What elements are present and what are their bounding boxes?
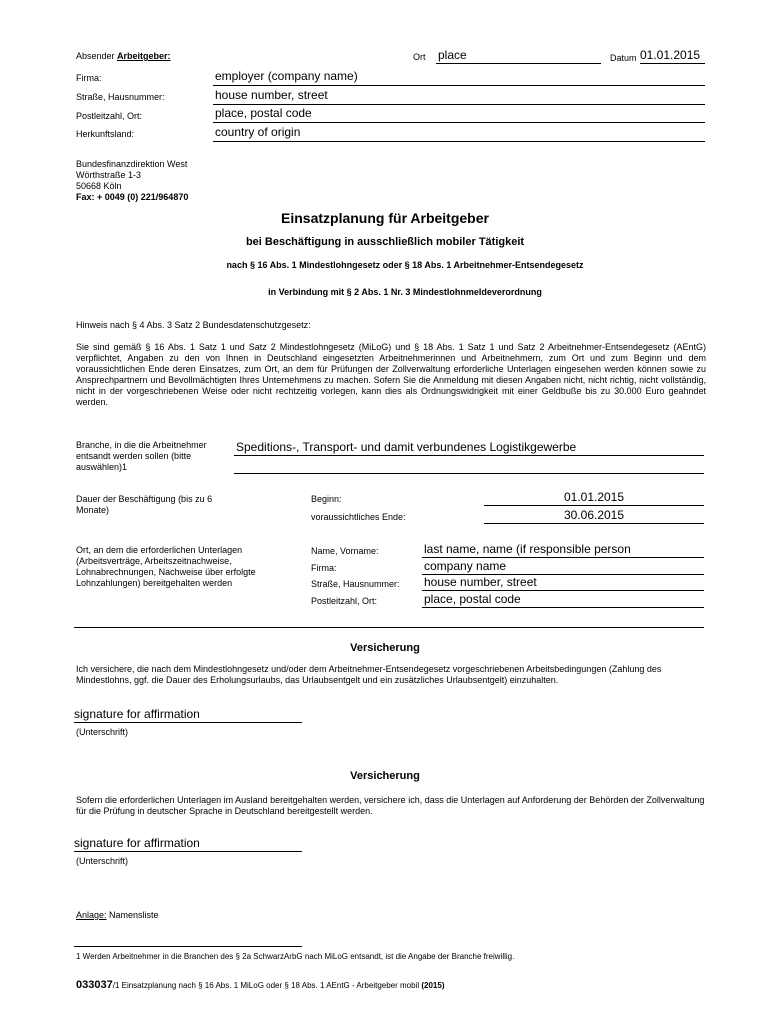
unterlagen-plz-field[interactable] <box>422 592 704 608</box>
footnote-divider <box>74 946 302 947</box>
sender-employer-label: Arbeitgeber: <box>117 51 171 61</box>
privacy-notice-heading: Hinweis nach § 4 Abs. 3 Satz 2 Bundesdatenschutzgesetz: <box>76 320 311 330</box>
employer-plz-value: place, postal code <box>215 106 312 120</box>
versicherung1-body: Ich versichere, die nach dem Mindestlohngesetz und/oder dem Arbeitnehmer-Entsendegesetz vorgeschriebenen Arbeitsbedingungen (Zahlung des Mindestlohns, ggf. die Dauer des Erholungsurlaubs, das Urlaubsentgelt und ein zusätzliches Urlaubsentgelt) einzuhalten. <box>76 664 662 685</box>
recipient-fax: Fax: + 0049 (0) 221/964870 <box>76 192 189 202</box>
privacy-notice-body: Sie sind gemäß § 16 Abs. 1 Satz 1 und Satz 2 Mindestlohngesetz (MiLoG) und § 18 Abs. 1 Satz 1 und Satz 2 Arbeitnehmer-Entsendegesetz (AEntG) verpflichtet, Angaben zu den von Ihnen in Deutschland eingesetzten Arbeitnehmerinnen und Arbeitnehmern, zum Ort und zum Beginn und dem voraussichtlichen Ende deren Einsatzes, zum Ort, an dem für Prüfungen der Zollverwaltung erforderliche Unterlagen eingesehen werden können sowie zu Ansprechpartnern und Bevollmächtigten Ihres Unternehmens zu machen. Sofern Sie die Anmeldung mit diesen Angaben nicht, nicht richtig, nicht vollständig, nicht in der vorgeschriebenen Weise oder nicht rechtzeitig vorlegen, kann dies als Ordnungswidrigkeit mit einer Geldbuße bis zu 30.000 Euro geahndet werden. <box>76 342 706 407</box>
signature2-label: (Unterschrift) <box>76 856 129 866</box>
beginn-value: 01.01.2015 <box>563 490 625 504</box>
anlage-label: Anlage: <box>76 910 107 920</box>
branche-value: Speditions-, Transport- und damit verbundenes Logistikgewerbe <box>236 440 577 454</box>
unterlagen-firma-value: company name <box>424 559 507 573</box>
employer-origin-value: country of origin <box>215 125 301 139</box>
form-description: Einsatzplanung nach § 16 Abs. 1 MiLoG oder § 18 Abs. 1 AEntG - Arbeitgeber mobil <box>119 981 422 990</box>
datum-value: 01.01.2015 <box>640 48 701 62</box>
employer-street-value: house number, street <box>215 88 328 102</box>
employer-origin-label: Herkunftsland: <box>76 129 135 139</box>
document-subtitle: bei Beschäftigung in ausschließlich mobiler Tätigkeit <box>245 236 525 248</box>
form-suffix: /1 <box>112 981 120 990</box>
employer-firma-label: Firma: <box>76 73 102 83</box>
sender-label <box>76 51 171 62</box>
beginn-field[interactable] <box>484 490 704 506</box>
datum-field[interactable] <box>640 48 705 64</box>
unterlagen-name-value: last name, name (if responsible person <box>424 542 631 556</box>
unterlagen-street-field[interactable] <box>422 575 704 591</box>
versicherung2-body: Sofern die erforderlichen Unterlagen im Ausland bereitgehalten werden, versichere ich, dass die Unterlagen auf Anforderung der Behörden der Zollverwaltung für die Prüfung in deutscher Sprache in Deutschland bereitgestellt werden. <box>76 795 705 816</box>
recipient-line2: Wörthstraße 1-3 <box>76 170 142 180</box>
anlage <box>76 910 159 921</box>
ende-field[interactable] <box>484 508 704 524</box>
ort-label: Ort <box>413 52 426 62</box>
employer-plz-field[interactable] <box>213 106 705 123</box>
recipient-address <box>76 159 188 203</box>
unterlagen-firma-field[interactable] <box>422 559 704 575</box>
signature2-field[interactable] <box>74 836 302 852</box>
footnote: 1 Werden Arbeitnehmer in die Branchen des § 2a SchwarzArbG nach MiLoG entsandt, ist die Angabe der Branche freiwillig. <box>76 952 515 961</box>
unterlagen-name-field[interactable] <box>422 542 704 558</box>
recipient-line3: 50668 Köln <box>76 181 122 191</box>
employer-firma-field[interactable] <box>213 69 705 86</box>
form-year: (2015) <box>421 981 445 990</box>
beginn-label: Beginn: <box>311 494 342 504</box>
recipient-line1: Bundesfinanzdirektion West <box>76 159 188 169</box>
versicherung1-heading: Versicherung <box>350 642 420 654</box>
sender-label-text: Absender <box>76 51 115 61</box>
branche-label: Branche, in die die Arbeitnehmer entsandt werden sollen (bitte auswählen)1 <box>76 440 207 472</box>
form-number: 033037 <box>76 979 113 991</box>
ort-field[interactable] <box>436 48 601 64</box>
branche-second-line <box>234 473 704 474</box>
legal-basis-line1: nach § 16 Abs. 1 Mindestlohngesetz oder § 18 Abs. 1 Arbeitnehmer-Entsendegesetz <box>226 260 584 270</box>
versicherung2-heading: Versicherung <box>350 770 420 782</box>
employer-firma-value: employer (company name) <box>215 69 358 83</box>
employer-origin-field[interactable] <box>213 125 705 142</box>
unterlagen-street-value: house number, street <box>424 575 537 589</box>
unterlagen-firma-label: Firma: <box>311 563 337 573</box>
dauer-label: Dauer der Beschäftigung (bis zu 6 Monate) <box>76 494 213 515</box>
employer-plz-label: Postleitzahl, Ort: <box>76 111 143 121</box>
anlage-value: Namensliste <box>106 910 159 920</box>
document-title: Einsatzplanung für Arbeitgeber <box>281 210 489 226</box>
signature1-label: (Unterschrift) <box>76 727 129 737</box>
form-footer <box>76 979 444 992</box>
ort-value: place <box>438 48 467 62</box>
section-divider <box>74 627 704 628</box>
signature1-field[interactable] <box>74 707 302 723</box>
signature1-value: signature for affirmation <box>74 707 200 721</box>
unterlagen-plz-label: Postleitzahl, Ort: <box>311 596 378 606</box>
unterlagen-label: Ort, an dem die erforderlichen Unterlagen (Arbeitsverträge, Arbeitszeitnachweise, Lohnabrechnungen, Nachweise über erfolgte Lohnzahlungen) bereitgehalten werden <box>76 545 256 588</box>
unterlagen-plz-value: place, postal code <box>424 592 521 606</box>
legal-basis-line2: in Verbindung mit § 2 Abs. 1 Nr. 3 Mindestlohnmeldeverordnung <box>268 287 542 297</box>
unterlagen-street-label: Straße, Hausnummer: <box>311 579 400 589</box>
ende-label: voraussichtliches Ende: <box>311 512 406 522</box>
ende-value: 30.06.2015 <box>563 508 625 522</box>
signature2-value: signature for affirmation <box>74 836 200 850</box>
employer-street-label: Straße, Hausnummer: <box>76 92 165 102</box>
branche-select[interactable] <box>234 440 704 456</box>
employer-street-field[interactable] <box>213 88 705 105</box>
datum-label: Datum <box>610 53 637 63</box>
unterlagen-name-label: Name, Vorname: <box>311 546 379 556</box>
